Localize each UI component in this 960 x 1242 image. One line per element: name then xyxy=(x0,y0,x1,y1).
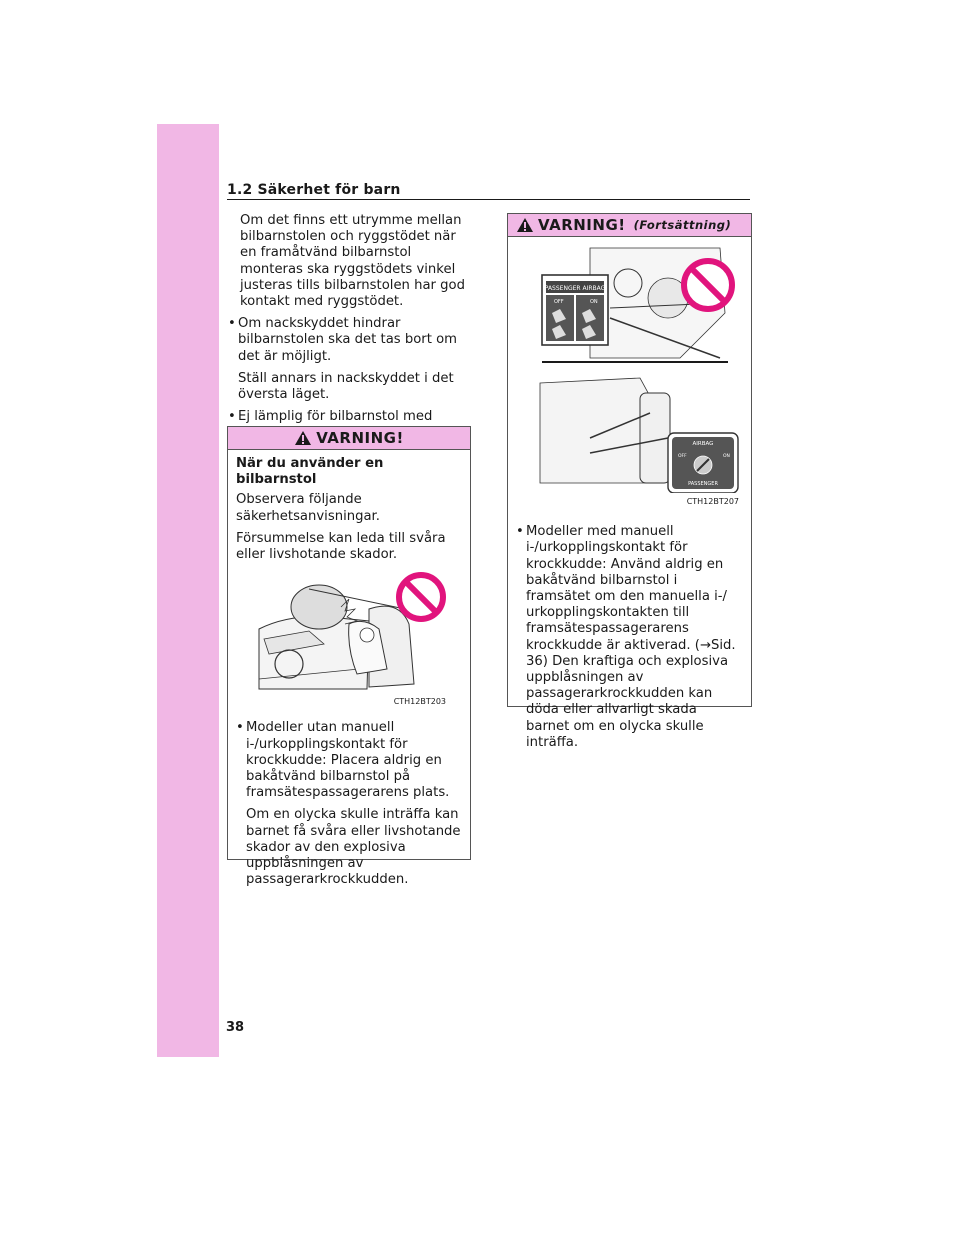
warning-title: VARNING! xyxy=(538,216,626,234)
bullet-support-leg: • Ej lämplig för bilbarnstol med xyxy=(228,409,433,425)
warning-triangle-icon xyxy=(294,430,312,446)
page-number: 38 xyxy=(226,1020,245,1035)
off-label: OFF xyxy=(677,454,687,459)
bullet-head-restraint: • Om nackskyddet hindrar bilbarnstolen ska det tas bort om det är möjligt. Ställ annars in nackskyddet i det översta läget. xyxy=(228,316,457,403)
section-header xyxy=(227,179,750,200)
airbag-label: AIRBAG xyxy=(692,441,713,447)
on-label-top: ON xyxy=(589,299,598,305)
passenger-label: PASSENGER xyxy=(687,481,718,487)
bullet-no-manual-switch: • Modeller utan manuell i-/urkopplingskontakt för krockkudde: Placera aldrig en bakåtvänd bilbarnstol på framsätespassagerarens plats. Om en olycka skulle inträffa kan barnet få svåra eller livshotande skador av den explosiva uppblåsningen av passagerarkrockkudden. xyxy=(236,720,461,888)
warning-continued-label: (Fortsättning) xyxy=(633,218,732,232)
paragraph-seat-gap: Om det finns ett utrymme mellan bilbarnstolen och ryggstödet när en framåtvänd bilbarnstol monteras ska ryggstödets vinkel justeras tills bilbarnstolen har god kontakt med ryggstödet. xyxy=(240,213,465,310)
warning-subtitle: När du använder en bilbarnstol xyxy=(236,456,384,488)
warning-box-continued xyxy=(507,213,752,750)
warning-header-continued xyxy=(508,214,751,237)
section-title: 1.2 Säkerhet för barn xyxy=(227,182,401,198)
on-label: ON xyxy=(722,454,730,459)
warning-triangle-icon xyxy=(516,217,534,233)
warning-title: VARNING! xyxy=(316,429,404,447)
airbag-switch-illustration xyxy=(520,243,740,493)
passenger-airbag-label: PASSENGER AIRBAG xyxy=(544,285,605,292)
left-column xyxy=(228,213,468,442)
warning-box-child-seat xyxy=(227,426,471,888)
off-label-top: OFF xyxy=(553,299,564,305)
bullet-manual-switch: • Modeller med manuell i-/urkopplingskontakt för krockkudde: Använd aldrig en bakåtvänd bilbarnstol i framsätet om den manuella i-/ urkopplingskontakten till framsätespassagerarens krockkudde är aktiverad. (→Sid. 36) Den kraftiga och explosiva uppblåsningen av passagerarkrockkudden kan döda eller allvarligt skada barnet om en olycka skulle inträffa. xyxy=(516,524,736,750)
figure-code: CTH12BT203 xyxy=(393,697,446,707)
warning-header xyxy=(228,427,470,450)
rear-facing-seat-illustration xyxy=(249,569,449,699)
warning-text-observe: Observera följande säkerhetsanvisningar. xyxy=(236,492,380,524)
warning-text-neglect: Försummelse kan leda till svåra eller livshotande skador. xyxy=(236,530,446,563)
side-tab xyxy=(157,124,219,1057)
figure-code: CTH12BT207 xyxy=(686,497,739,506)
